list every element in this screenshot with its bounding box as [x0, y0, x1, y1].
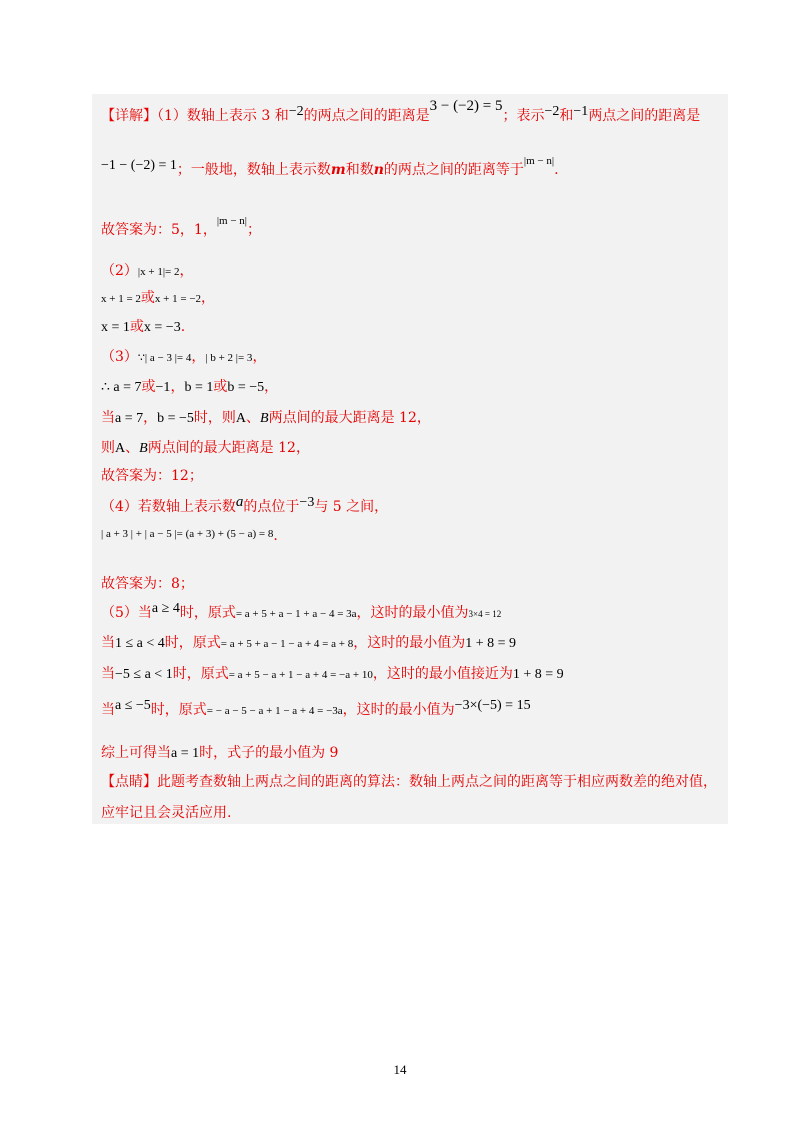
math-expression: = a + 5 + a − 1 − a + 4 = a + 8	[220, 638, 354, 650]
text: 两点之间的距离是	[588, 108, 701, 124]
math-expression: 1 + 8 = 9	[465, 636, 517, 651]
math-expression: −1	[573, 104, 589, 119]
text: 故答案为：12；	[101, 468, 203, 484]
solution-line-17	[101, 664, 564, 685]
text: 或	[140, 290, 155, 306]
math-expression: −2	[544, 104, 560, 119]
text: 和数	[345, 162, 374, 178]
math-expression: B	[260, 411, 269, 426]
solution-line-10	[101, 438, 310, 459]
math-expression: |m − n|	[216, 215, 247, 227]
text: ，这时的最小值接近为	[372, 666, 513, 682]
math-expression: B	[139, 441, 148, 456]
text: （3）	[101, 349, 138, 365]
page-number: 14	[393, 1062, 407, 1077]
math-expression: 3 − (−2) = 5	[429, 98, 503, 114]
math-expression: = a + 5 + a − 1 + a − 4 = 3a	[235, 608, 357, 620]
math-expression: | b + 2 |= 3	[205, 352, 253, 364]
variable: m	[330, 162, 346, 178]
text: 时，则	[193, 410, 236, 426]
math-expression: x = −3	[143, 320, 181, 335]
text: ，	[191, 349, 206, 365]
text: 时，式子的最小值为 9	[199, 745, 339, 761]
text: 和	[559, 108, 574, 124]
text: ，这时的最小值为	[342, 702, 455, 718]
math-expression: b = −5	[227, 380, 265, 395]
math-expression: b = 1	[184, 380, 214, 395]
text: 【详解】（1）数轴上表示 3 和	[101, 108, 289, 124]
math-expression: −2	[288, 104, 304, 119]
solution-line-20	[101, 772, 717, 792]
solution-line-21	[101, 803, 231, 823]
text: 当	[101, 666, 115, 682]
math-expression: | a + 3 | + | a − 5 |= (a + 3) + (5 − a) = 8	[101, 528, 274, 540]
math-expression: a	[235, 494, 244, 510]
text: 时，原式	[164, 635, 221, 651]
text: 或	[213, 379, 228, 395]
text: 故答案为：5，1，	[101, 222, 217, 238]
text: ，	[170, 379, 185, 395]
math-expression: −3×(−5) = 15	[454, 698, 531, 713]
text: ，	[201, 290, 216, 306]
text: ，	[179, 263, 194, 279]
text: 或	[141, 379, 156, 395]
text: 与 5 之间，	[314, 499, 389, 515]
text: ，	[143, 410, 158, 426]
solution-line-1	[101, 98, 701, 127]
text: 的两点之间的距离等于	[383, 162, 524, 178]
text: （5）当	[101, 605, 152, 621]
text: .	[180, 319, 186, 335]
math-expression: |m − n|	[523, 155, 555, 167]
math-expression: A	[235, 411, 247, 426]
text: ；	[247, 222, 261, 238]
solution-line-19	[101, 743, 338, 764]
text: 的两点之间的距离是	[303, 108, 430, 124]
text: ；一般地，数轴上表示数	[176, 162, 331, 178]
text: （2）	[101, 263, 138, 279]
text: 故答案为：8；	[101, 576, 194, 592]
math-expression: −3	[299, 495, 315, 510]
math-expression: −1	[155, 380, 171, 395]
math-expression: ∵| a − 3 |= 4	[137, 352, 192, 364]
text: 两点间的最大距离是 12，	[147, 440, 310, 456]
math-expression: |x + 1|= 2	[137, 266, 180, 278]
text: 当	[101, 635, 115, 651]
text: 时，原式	[150, 702, 207, 718]
solution-line-3	[101, 215, 261, 241]
text: 则	[101, 440, 115, 456]
solution-line-15	[101, 603, 501, 624]
solution-line-8	[101, 377, 278, 398]
math-expression: a ≥ 4	[151, 601, 180, 616]
text: 应牢记且会灵活应用.	[101, 805, 232, 821]
math-expression: a = 1	[171, 746, 200, 761]
solution-line-7	[101, 347, 266, 368]
text: ，这时的最小值为	[356, 605, 469, 621]
text: 当	[101, 410, 115, 426]
text: ，这时的最小值为	[353, 635, 466, 651]
solution-line-12	[101, 494, 389, 518]
text: 综上可得当	[101, 745, 171, 761]
text: 或	[129, 319, 144, 335]
text: 时，原式	[172, 666, 229, 682]
solution-line-5	[101, 288, 215, 309]
text: ，	[264, 379, 279, 395]
math-expression: 1 + 8 = 9	[512, 667, 564, 682]
math-expression: = − a − 5 − a + 1 − a + 4 = −3a	[206, 705, 343, 717]
solution-line-9	[101, 408, 431, 429]
math-expression: ∴ a = 7	[101, 380, 142, 395]
text: ，	[252, 349, 267, 365]
math-expression: A	[115, 441, 126, 456]
text: .	[273, 528, 278, 544]
solution-line-11	[101, 466, 203, 486]
solution-line-6	[101, 317, 185, 338]
text: 时，原式	[179, 605, 236, 621]
text: .	[554, 162, 559, 178]
solution-line-18	[101, 700, 531, 721]
text: 两点间的最大距离是 12，	[268, 410, 431, 426]
math-expression: a = 7	[115, 411, 144, 426]
text: 当	[101, 702, 115, 718]
math-expression: 3×4 = 12	[468, 609, 502, 619]
solution-line-14	[101, 574, 194, 594]
math-expression: a ≤ −5	[115, 698, 151, 713]
text: 、	[246, 410, 261, 426]
solution-line-2	[101, 155, 559, 181]
solution-line-4	[101, 261, 193, 282]
math-expression: x = 1	[101, 320, 130, 335]
text: 【点睛】此题考查数轴上两点之间的距离的算法：数轴上两点之间的距离等于相应两数差的绝对值，	[101, 774, 717, 790]
math-expression: = a + 5 − a + 1 − a + 4 = −a + 10	[228, 669, 373, 681]
solution-line-13	[101, 523, 278, 544]
text: ；表示	[502, 108, 545, 124]
text: 、	[125, 440, 140, 456]
text: 的点位于	[243, 499, 300, 515]
math-expression: 1 ≤ a < 4	[115, 636, 165, 651]
math-expression: −5 ≤ a < 1	[115, 667, 173, 682]
text: （4）若数轴上表示数	[101, 499, 236, 515]
math-expression: b = −5	[157, 411, 194, 426]
variable: n	[373, 162, 384, 178]
solution-line-16	[101, 633, 516, 654]
math-expression: x + 1 = −2	[154, 293, 202, 305]
math-expression: −1 − (−2) = 1	[101, 158, 177, 173]
math-expression: x + 1 = 2	[101, 293, 141, 305]
